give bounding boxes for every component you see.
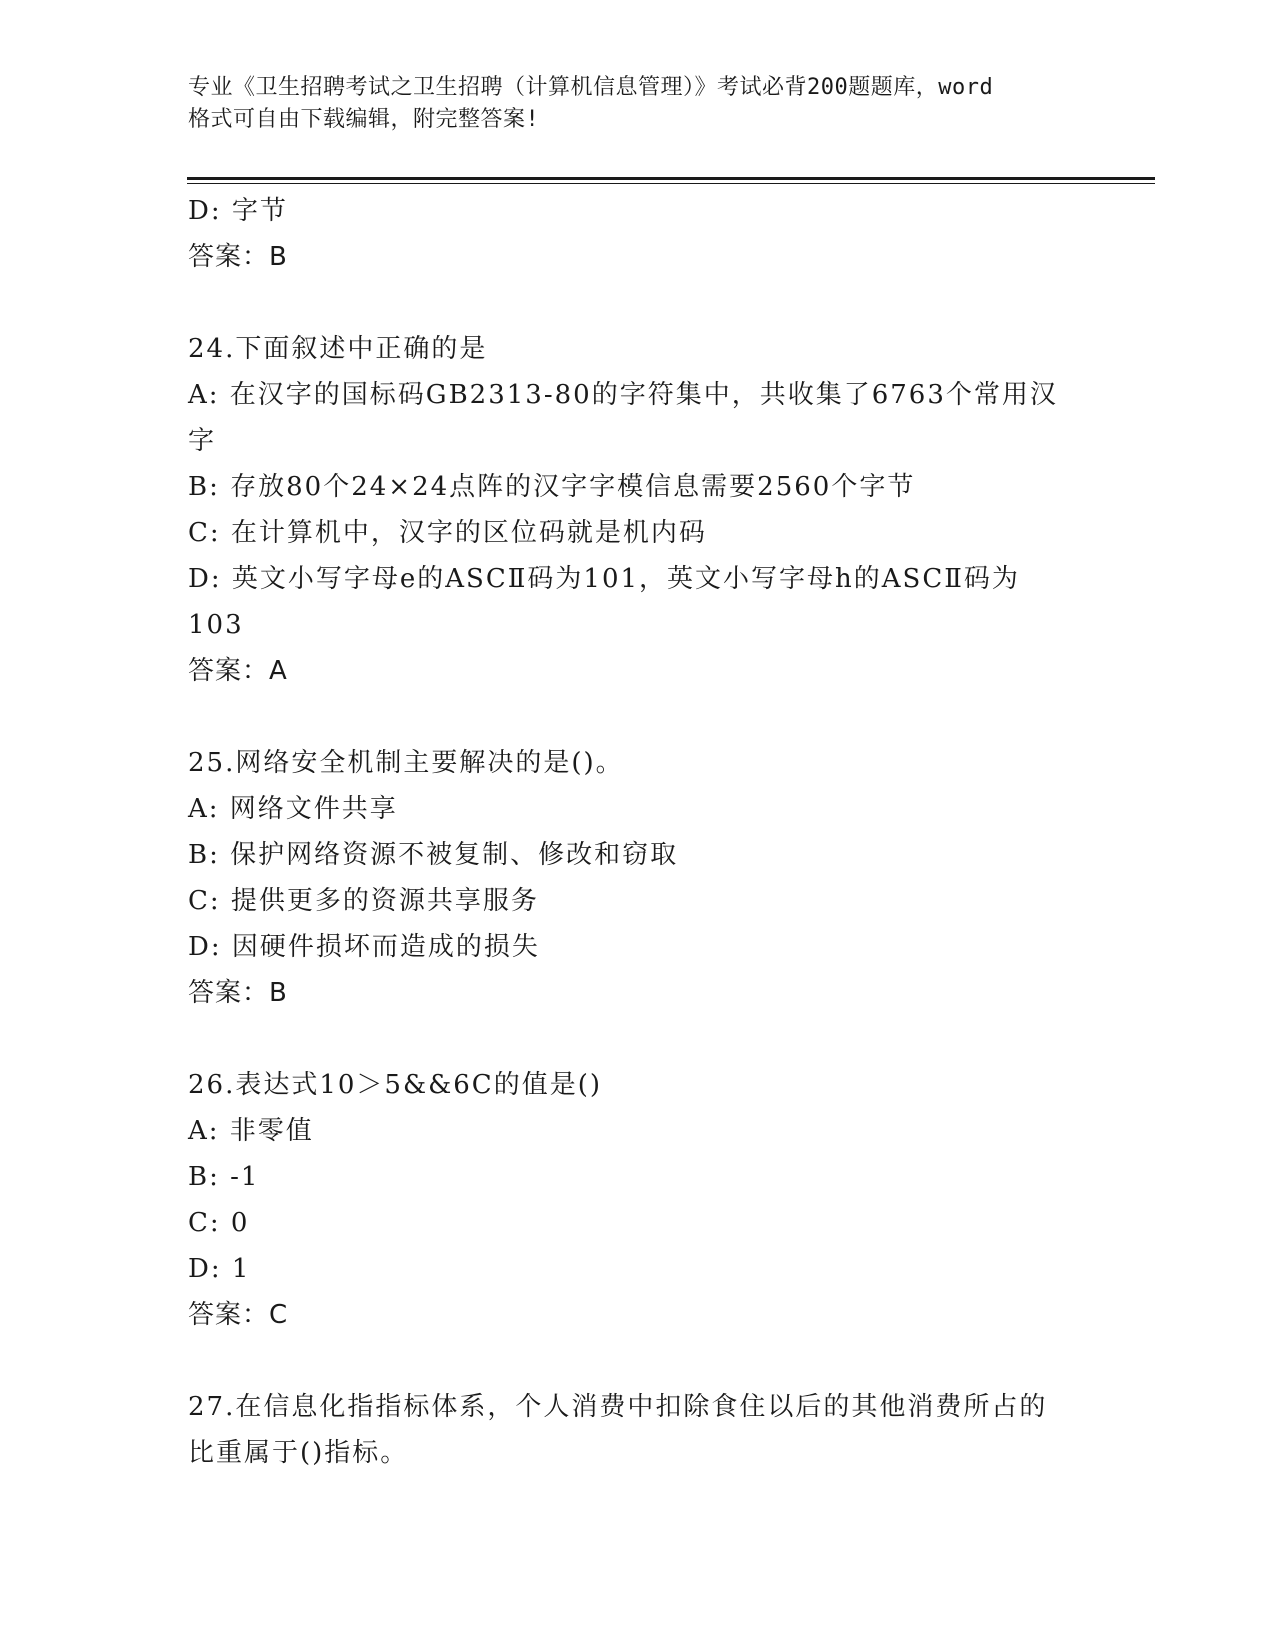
option-d: D: 英文小写字母e的ASCⅡ码为101，英文小写字母h的ASCⅡ码为 [188,564,1020,594]
header-title-line-2: 格式可自由下载编辑，附完整答案! [188,107,540,132]
option-b: B: 保护网络资源不被复制、修改和窃取 [188,840,679,870]
option-c: C: 提供更多的资源共享服务 [188,886,539,916]
header-divider-thin [187,183,1155,184]
spacer [188,694,1088,740]
answer-line: 答案：C [188,1300,289,1330]
question-text-continued: 比重属于()指标。 [188,1438,409,1468]
option-d: D: 1 [188,1254,251,1284]
option-b: B: -1 [188,1162,260,1192]
question-text: 26.表达式10＞5&&6C的值是() [188,1070,602,1100]
spacer [188,1016,1088,1062]
option-a-continued: 字 [188,426,217,456]
page-header [188,72,1088,136]
question-block-24 [188,326,1088,694]
option-a: A: 在汉字的国标码GB2313-80的字符集中，共收集了6763个常用汉 [188,380,1058,410]
option-d: D: 因硬件损坏而造成的损失 [188,932,540,962]
question-text: 27.在信息化指指标体系，个人消费中扣除食住以后的其他消费所占的 [188,1392,1048,1422]
option-b: B: 存放80个24×24点阵的汉字字模信息需要2560个字节 [188,472,916,502]
question-block-25 [188,740,1088,1016]
question-text: 25.网络安全机制主要解决的是()。 [188,748,624,778]
question-list [188,188,1088,1476]
header-title-line-1: 专业《卫生招聘考试之卫生招聘（计算机信息管理）》考试必背200题题库，word [188,75,994,100]
answer-line: 答案：B [188,978,288,1008]
option-c: C: 0 [188,1208,250,1238]
question-block-23 [188,188,1088,280]
question-block-27 [188,1384,1088,1476]
question-text: 24.下面叙述中正确的是 [188,334,488,364]
answer-line: 答案：B [188,242,288,272]
option-a: A: 非零值 [188,1116,314,1146]
option-a: A: 网络文件共享 [188,794,398,824]
question-block-26 [188,1062,1088,1338]
answer-line: 答案：A [188,656,288,686]
spacer [188,280,1088,326]
option-d-continued: 103 [188,610,244,640]
spacer [188,1338,1088,1384]
header-divider [187,177,1155,180]
option-d: D: 字节 [188,196,288,226]
option-c: C: 在计算机中，汉字的区位码就是机内码 [188,518,707,548]
